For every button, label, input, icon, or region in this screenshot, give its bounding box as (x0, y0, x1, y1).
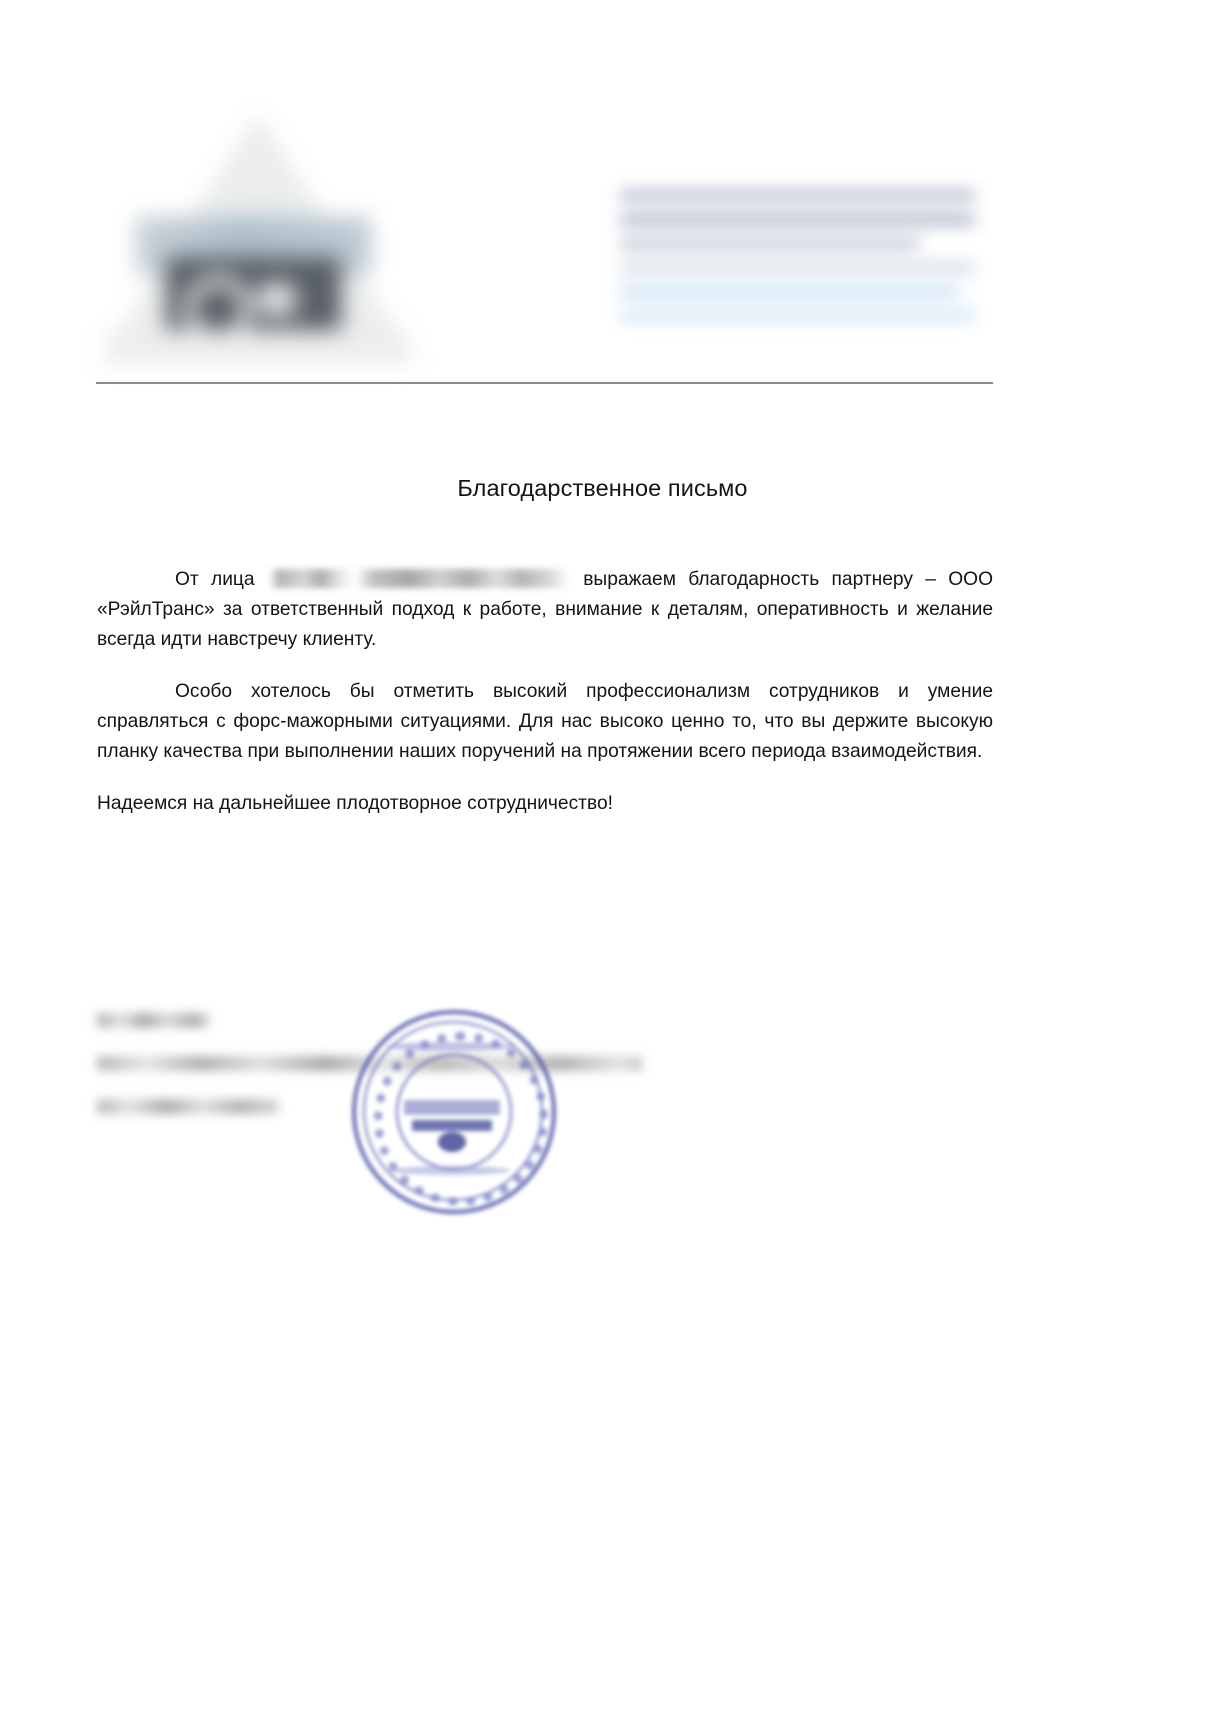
logo-footer-shape (108, 330, 408, 364)
paragraph-1-rest: выражаем благодарность партнеру – ООО «РэйлТранс» за ответственный подход к работе, внимание к деталям, оперативность и желание всегда идти навстречу клиенту. (97, 569, 993, 650)
letterhead-header (0, 0, 1205, 400)
stamp-center-bar (404, 1100, 500, 1115)
signature-name-redacted (97, 1099, 279, 1114)
signature-date-redacted (97, 1013, 209, 1028)
stamp-center-bar-secondary (412, 1120, 492, 1131)
header-divider (96, 382, 993, 384)
contact-line (620, 214, 975, 225)
letter-body (97, 565, 993, 819)
page-title: Благодарственное письмо (457, 475, 748, 501)
paragraph-1 (97, 565, 993, 655)
logo-dot-shape (256, 281, 298, 317)
paragraph-2: Особо хотелось бы отметить высокий профессионализм сотрудников и умение справляться с форс-мажорными ситуациями. Для нас высоко ценно то, что вы держите высокую планку качества при выполнении наших поручений на протяжении всего периода взаимодействия. (97, 681, 993, 762)
contact-line (620, 190, 975, 201)
paragraph-3: Надеемся на дальнейшее плодотворное сотрудничество! (97, 793, 613, 814)
company-logo-icon (88, 105, 428, 365)
contact-line (620, 262, 975, 273)
contact-line (620, 310, 975, 321)
stamp-center-emblem (438, 1132, 466, 1152)
stamp-bottom-text (390, 1166, 510, 1175)
company-round-stamp-icon (350, 1008, 558, 1216)
stamp-top-text (386, 1042, 514, 1051)
letterhead-contact-block (620, 190, 1000, 355)
contact-line (620, 286, 960, 297)
redacted-company-name (269, 569, 569, 588)
paragraph-1-lead: От лица (175, 569, 267, 590)
contact-line (620, 238, 920, 249)
